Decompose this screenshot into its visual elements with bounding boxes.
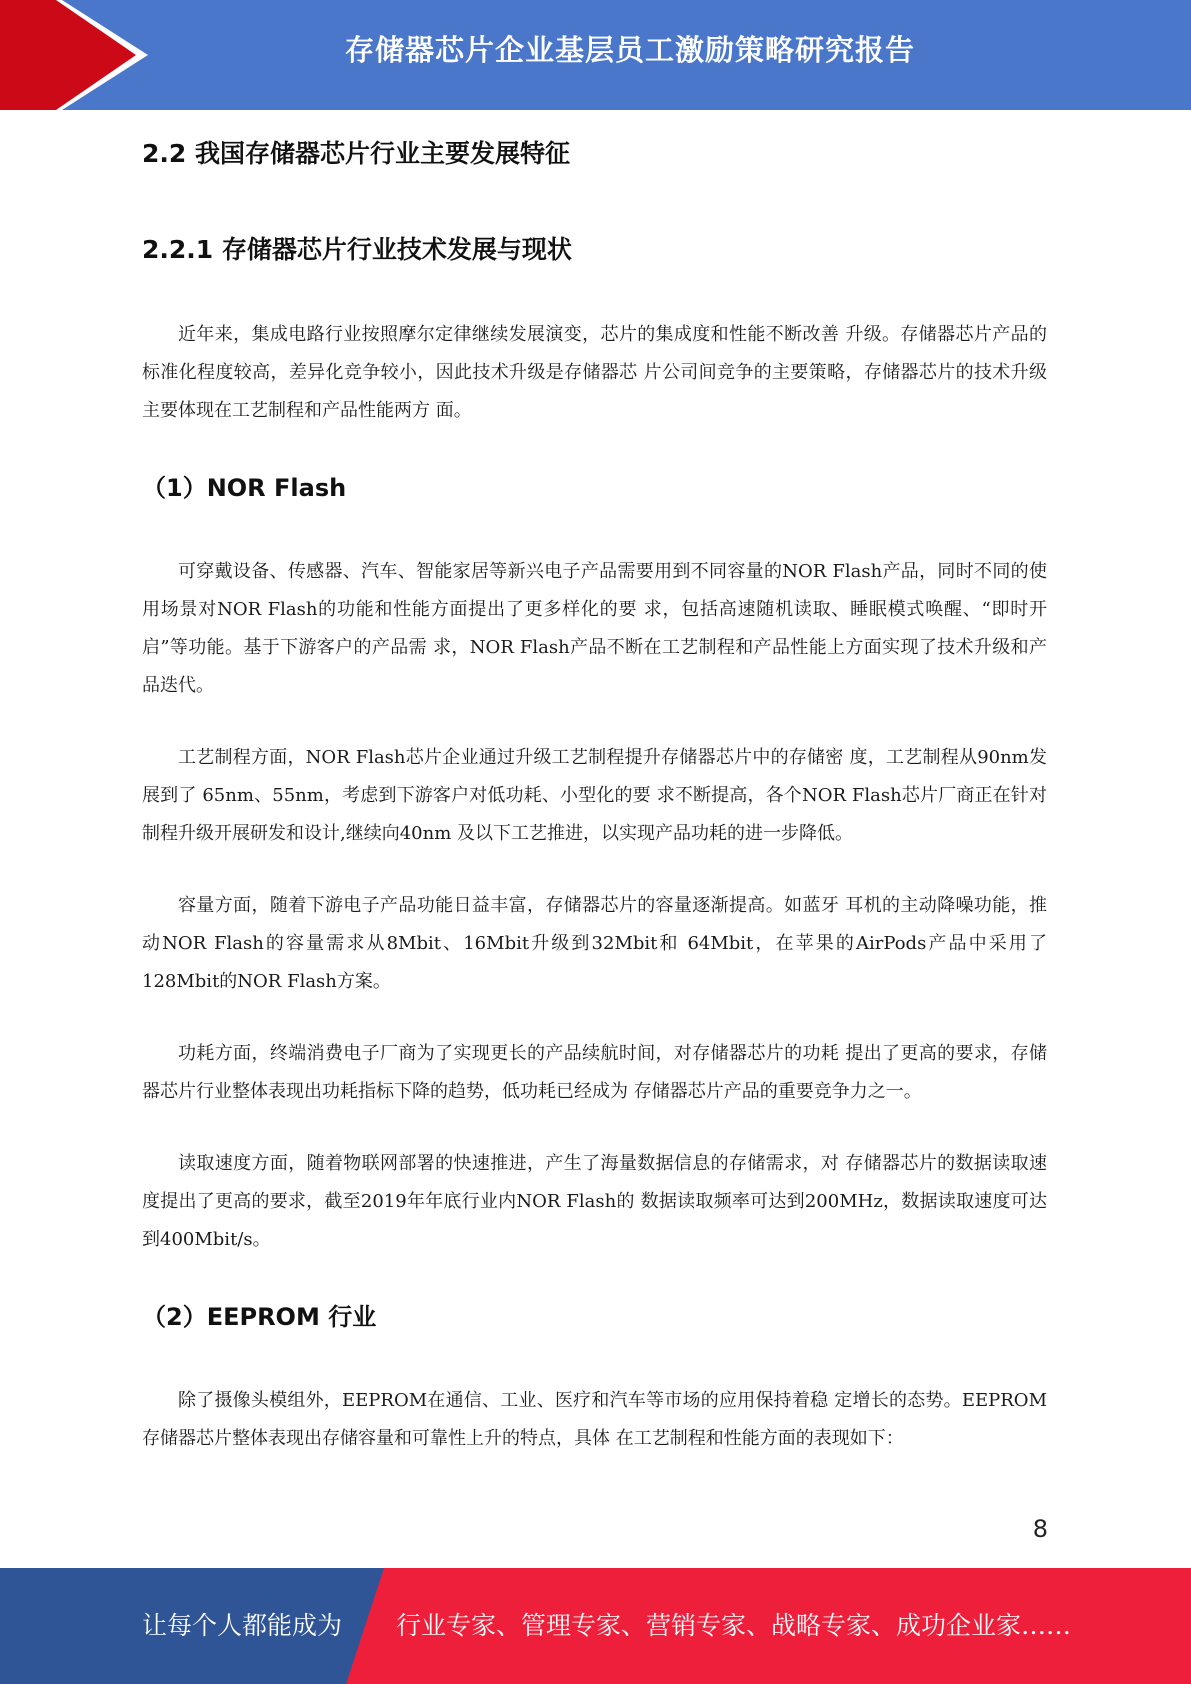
report-title: 存储器芯片企业基层员工激励策略研究报告 — [344, 33, 915, 67]
nor-flash-paragraph-5: 读取速度方面，随着物联网部署的快速推进，产生了海量数据信息的存储需求，对 存储器芯片的数据读取速度提出了更高的要求，截至2019年年底行业内NOR Flash的 数据读取频率可达到200MHz，数据读取速度可达到400Mbit/s。 — [142, 1153, 1047, 1250]
intro-paragraph: 近年来，集成电路行业按照摩尔定律继续发展演变，芯片的集成度和性能不断改善 升级。存储器芯片产品的标准化程度较高，差异化竞争较小，因此技术升级是存储器芯 片公司间竞争的主要策略，存储器芯片的技术升级主要体现在工艺制程和产品性能两方 面。 — [142, 324, 1047, 421]
page-footer — [0, 1568, 1191, 1684]
nor-flash-paragraph-4: 功耗方面，终端消费电子厂商为了实现更长的产品续航时间，对存储器芯片的功耗 提出了更高的要求，存储器芯片行业整体表现出功耗指标下降的趋势，低功耗已经成为 存储器芯片产品的重要竞争力之一。 — [142, 1043, 1047, 1102]
footer-slogan-left: 让每个人都能成为 — [142, 1611, 343, 1640]
header-arrow-icon — [0, 0, 160, 110]
page-header — [0, 0, 1191, 110]
eeprom-paragraph: 除了摄像头模组外，EEPROM在通信、工业、医疗和汽车等市场的应用保持着稳 定增长的态势。EEPROM存储器芯片整体表现出存储容量和可靠性上升的特点，具体 在工艺制程和性能方面的表现如下： — [142, 1390, 1047, 1449]
page-number: 8 — [1032, 1515, 1048, 1543]
footer-slogan-right: 行业专家、管理专家、营销专家、战略专家、成功企业家…… — [396, 1611, 1072, 1640]
eeprom-heading: （2）EEPROM 行业 — [142, 1303, 377, 1331]
section-heading: 2.2 我国存储器芯片行业主要发展特征 — [142, 139, 570, 168]
nor-flash-paragraph-3: 容量方面，随着下游电子产品功能日益丰富，存储器芯片的容量逐渐提高。如蓝牙 耳机的主动降噪功能，推动NOR Flash的容量需求从8Mbit、16Mbit升级到32Mbit和 64Mbit，在苹果的AirPods产品中采用了 128Mbit的NOR Flash方案。 — [142, 895, 1047, 992]
nor-flash-paragraph-2: 工艺制程方面，NOR Flash芯片企业通过升级工艺制程提升存储器芯片中的存储密 度，工艺制程从90nm发展到了 65nm、55nm，考虑到下游客户对低功耗、小型化的要 求不断提高，各个NOR Flash芯片厂商正在针对制程升级开展研发和设计,继续向40nm 及以下工艺推进，以实现产品功耗的进一步降低。 — [142, 747, 1047, 844]
subsection-heading: 2.2.1 存储器芯片行业技术发展与现状 — [142, 235, 572, 264]
nor-flash-heading: （1）NOR Flash — [142, 474, 347, 502]
main-content — [142, 120, 1047, 1458]
nor-flash-paragraph-1: 可穿戴设备、传感器、汽车、智能家居等新兴电子产品需要用到不同容量的NOR Flash产品，同时不同的使用场景对NOR Flash的功能和性能方面提出了更多样化的要 求，包括高速随机读取、睡眠模式唤醒、“即时开启”等功能。基于下游客户的产品需 求，NOR Flash产品不断在工艺制程和产品性能上方面实现了技术升级和产品迭代。 — [142, 561, 1047, 696]
